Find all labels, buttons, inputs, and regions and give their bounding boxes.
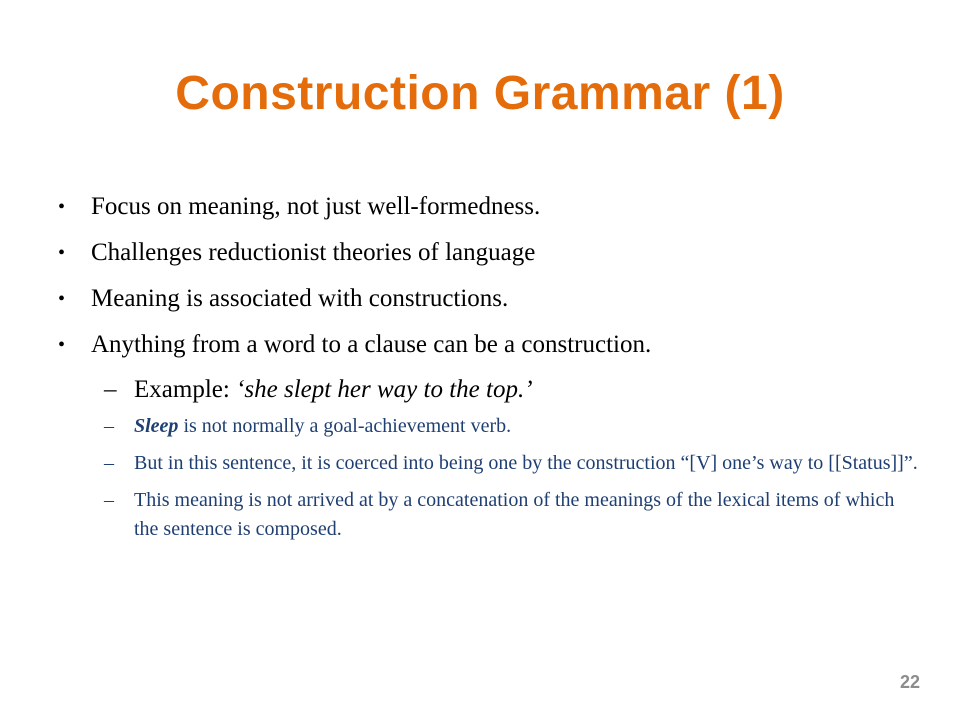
- sub-bullet-sleep: [58, 412, 918, 441]
- bullet-text: Meaning is associated with constructions.: [91, 285, 509, 312]
- dash-icon: –: [104, 452, 114, 474]
- bullet-item: [58, 280, 918, 318]
- slide-title: Construction Grammar (1): [175, 67, 785, 120]
- dash-icon: –: [104, 376, 117, 403]
- sub-bullet-coerced: [58, 449, 918, 478]
- dash-icon: –: [104, 415, 114, 437]
- bullet-text: Anything from a word to a clause can be a construction.: [91, 331, 652, 358]
- dash-icon: –: [104, 489, 114, 511]
- sub-bullet-example: [58, 372, 918, 408]
- page-number: 22: [899, 672, 920, 692]
- sub-bullet-meaning: [58, 486, 918, 544]
- bullet-icon: •: [58, 288, 66, 310]
- example-quote: ‘she slept her way to the top.’: [236, 376, 533, 403]
- bullet-item: [58, 234, 918, 272]
- bullet-icon: •: [58, 334, 66, 356]
- slide-body: [58, 188, 918, 552]
- sleep-rest: is not normally a goal-achievement verb.: [178, 415, 512, 437]
- bullet-icon: •: [58, 196, 66, 218]
- bullet-text: Challenges reductionist theories of language: [91, 239, 536, 266]
- coerced-text: But in this sentence, it is coerced into being one by the construction “[V] one’s way to [[Status]]”.: [134, 452, 918, 474]
- meaning-text: This meaning is not arrived at by a concatenation of the meanings of the lexical items of which the sentence is composed.: [134, 489, 895, 540]
- bullet-item: [58, 326, 918, 364]
- example-lead: Example:: [134, 376, 237, 403]
- sleep-keyword: Sleep: [134, 415, 179, 437]
- bullet-item: [58, 188, 918, 226]
- bullet-icon: •: [58, 242, 66, 264]
- bullet-text: Focus on meaning, not just well-formedness.: [91, 193, 541, 220]
